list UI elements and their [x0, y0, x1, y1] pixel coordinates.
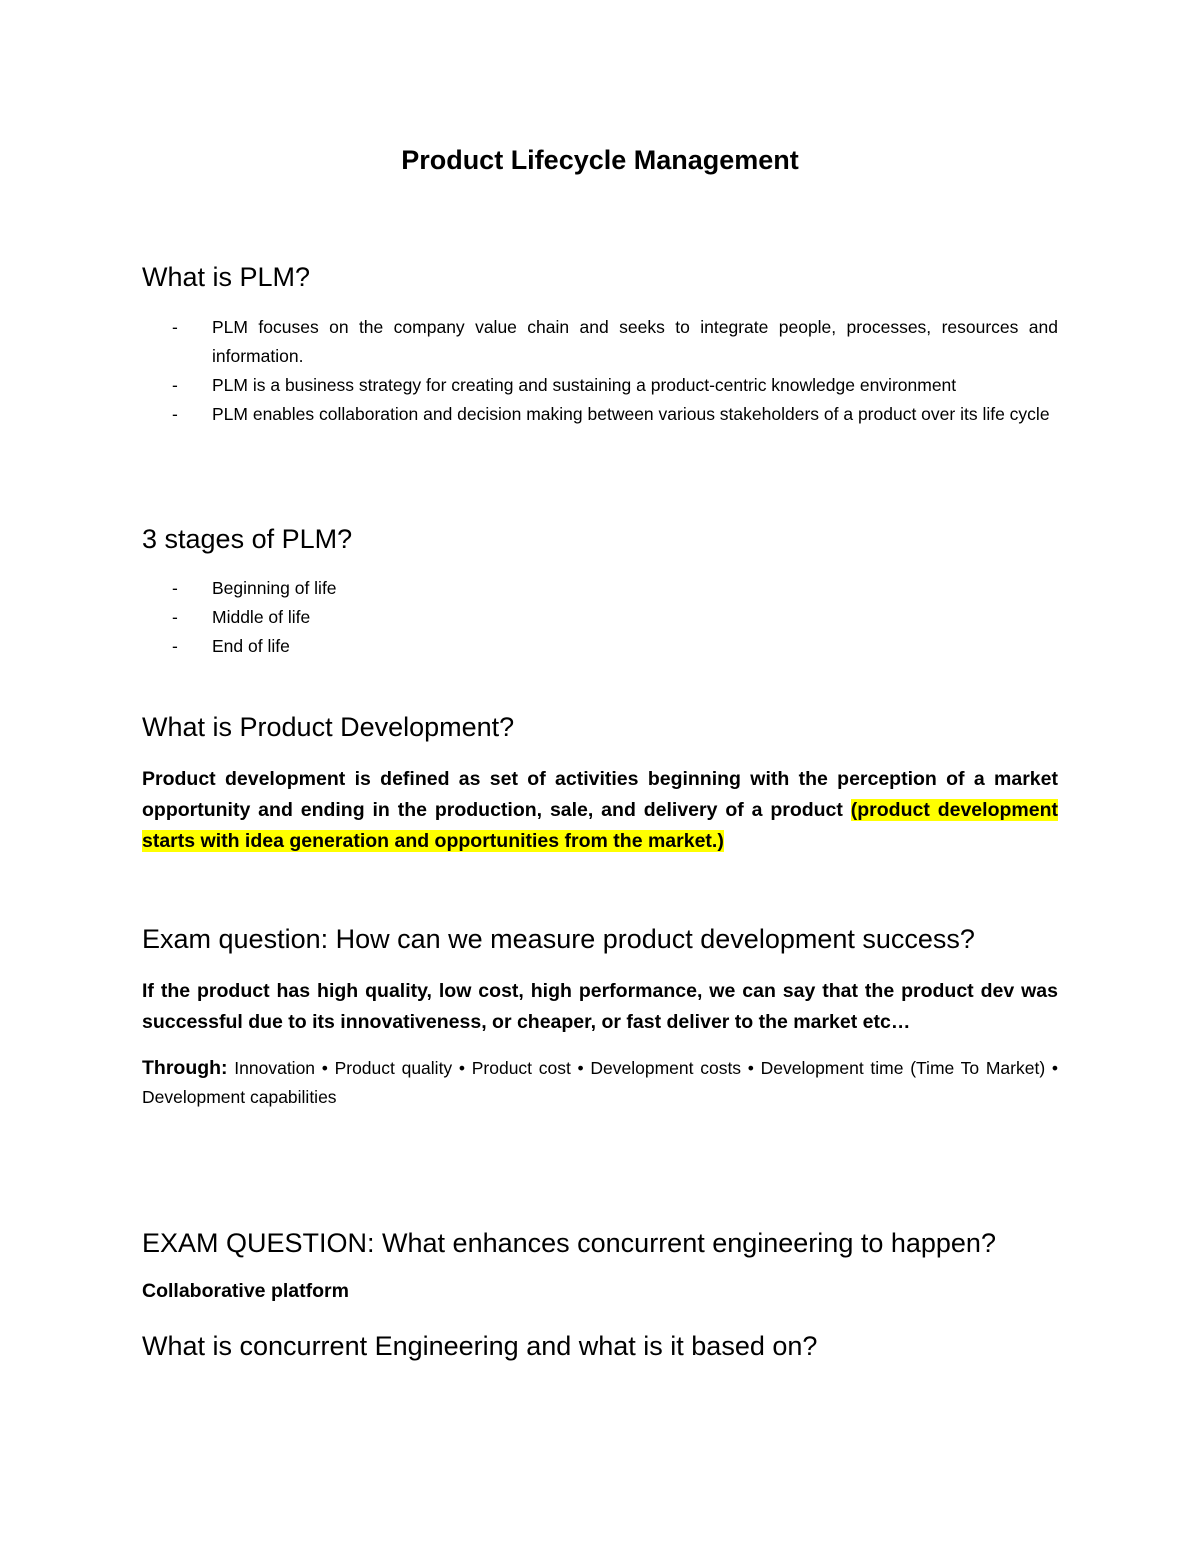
heading-concurrent-enhance: EXAM QUESTION: What enhances concurrent engineering to happen?: [142, 1228, 996, 1258]
bullet-dash: -: [172, 317, 178, 337]
through-text: Innovation • Product quality • Product cost • Development costs • Development time (Time To Market) • Development capabilities: [142, 1058, 1058, 1107]
list-item: [142, 400, 1058, 429]
product-development-paragraph: [142, 764, 1058, 857]
list-item-text: End of life: [212, 636, 290, 656]
heading-concurrent-definition: What is concurrent Engineering and what is it based on?: [142, 1331, 818, 1361]
heading-product-development: What is Product Development?: [142, 712, 515, 742]
list-item: [142, 313, 1058, 371]
list-item: [142, 371, 1058, 400]
paragraph-text: Product development is defined as set of activities beginning with the perception of a market opportunity and ending in the production, sale, and delivery of a product: [142, 768, 1058, 821]
highlighted-text: (product development starts with idea generation and opportunities from the market.): [142, 799, 1058, 852]
heading-plm-stages: 3 stages of PLM?: [142, 524, 353, 554]
heading-what-is-plm: What is PLM?: [142, 262, 311, 292]
list-item-text: Middle of life: [212, 607, 311, 627]
through-label: Through:: [142, 1057, 228, 1079]
page-title: Product Lifecycle Management: [401, 145, 799, 175]
list-item: [142, 603, 1058, 632]
list-item-text: PLM focuses on the company value chain and seeks to integrate people, processes, resources and information.: [212, 317, 1058, 366]
list-item: [142, 574, 1058, 603]
heading-measure-success: Exam question: How can we measure product development success?: [142, 924, 975, 954]
bullet-dash: -: [172, 404, 178, 424]
bullet-dash: -: [172, 578, 178, 598]
measure-success-answer: If the product has high quality, low cost, high performance, we can say that the product dev was successful due to its innovativeness, or cheaper, or fast deliver to the market etc…: [142, 980, 1058, 1033]
list-item-text: PLM enables collaboration and decision making between various stakeholders of a product over its life cycle: [212, 404, 1050, 424]
list-item-text: Beginning of life: [212, 578, 337, 598]
list-item: [142, 632, 1058, 661]
bullet-dash: -: [172, 375, 178, 395]
list-item-text: PLM is a business strategy for creating and sustaining a product-centric knowledge environment: [212, 375, 957, 395]
bullet-dash: -: [172, 607, 178, 627]
through-paragraph: [142, 1054, 1058, 1112]
concurrent-enhance-answer: Collaborative platform: [142, 1280, 349, 1302]
bullet-dash: -: [172, 636, 178, 656]
plm-definition-list: [142, 313, 1058, 429]
plm-stages-list: [142, 574, 1058, 661]
